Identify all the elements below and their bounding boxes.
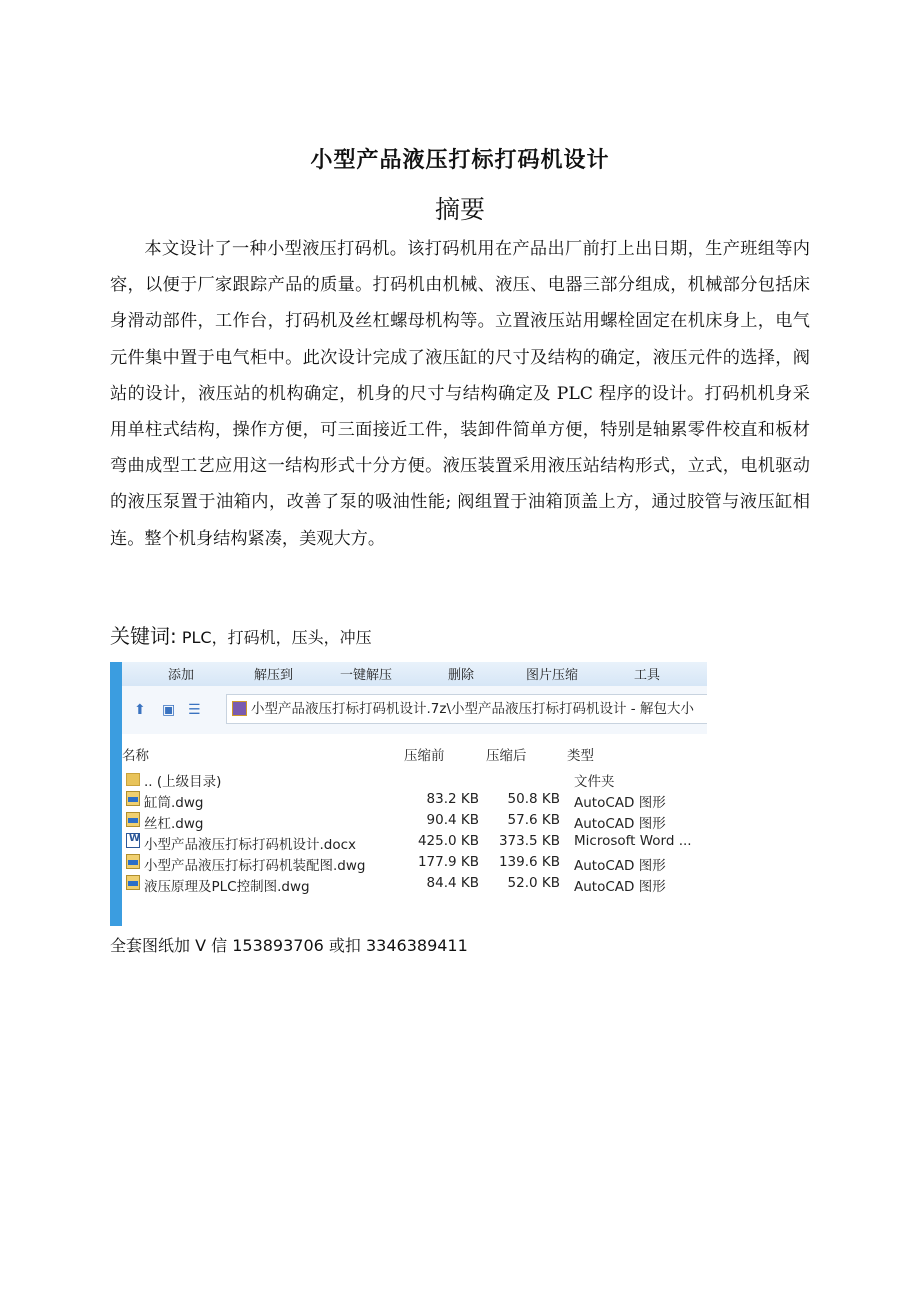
folder-icon	[126, 773, 140, 786]
file-name: .. (上级目录)	[144, 774, 222, 790]
dwg-file-icon	[126, 812, 140, 827]
keywords-label: 关键词:	[110, 624, 177, 648]
file-row[interactable]	[122, 873, 707, 894]
file-type: AutoCAD 图形	[574, 816, 666, 832]
list-icon[interactable]: ☰	[188, 702, 201, 718]
archive-icon	[232, 701, 247, 716]
file-size-before: 83.2 KB	[426, 791, 479, 807]
toolbar-image-compress-button[interactable]: 图片压缩	[526, 668, 579, 683]
file-row[interactable]	[122, 852, 707, 873]
column-size-after[interactable]: 压缩后	[486, 748, 527, 764]
toolbar-add-button[interactable]: 添加	[168, 668, 195, 683]
file-row[interactable]	[122, 768, 707, 789]
file-type: 文件夹	[574, 774, 615, 790]
column-name[interactable]: 名称	[122, 748, 149, 764]
dwg-file-icon	[126, 854, 140, 869]
dwg-file-icon	[126, 875, 140, 890]
file-name: 小型产品液压打标打码机设计.docx	[144, 837, 357, 853]
file-name: 液压原理及PLC控制图.dwg	[144, 879, 310, 895]
archive-screenshot	[110, 662, 707, 926]
file-size-after: 52.0 KB	[507, 875, 560, 891]
file-type: AutoCAD 图形	[574, 879, 666, 895]
keywords-line	[110, 620, 372, 649]
file-row[interactable]	[122, 789, 707, 810]
file-size-before: 177.9 KB	[417, 854, 479, 870]
column-type[interactable]: 类型	[567, 748, 594, 764]
toolbar-delete-button[interactable]: 删除	[448, 668, 475, 683]
file-name: 缸筒.dwg	[144, 795, 204, 811]
word-file-icon	[126, 833, 140, 848]
address-path: 小型产品液压打标打码机设计.7z\小型产品液压打标打码机设计 - 解包大小	[251, 701, 694, 717]
file-row[interactable]	[122, 810, 707, 831]
up-arrow-icon[interactable]: ⬆	[134, 702, 146, 718]
contact-footer: 全套图纸加 V 信 153893706 或扣 3346389411	[110, 936, 468, 955]
address-row	[122, 686, 707, 734]
keywords-text: PLC，打码机，压头，冲压	[176, 628, 372, 647]
file-size-before: 84.4 KB	[426, 875, 479, 891]
window-edge	[110, 662, 122, 926]
file-size-after: 50.8 KB	[507, 791, 560, 807]
document-title: 小型产品液压打标打码机设计	[310, 148, 610, 173]
toolbar-one-click-extract-button[interactable]: 一键解压	[340, 668, 393, 683]
file-size-before: 425.0 KB	[417, 833, 479, 849]
archive-toolbar	[122, 662, 707, 686]
file-type: AutoCAD 图形	[574, 795, 666, 811]
file-size-after: 57.6 KB	[507, 812, 560, 828]
file-size-after: 373.5 KB	[498, 833, 560, 849]
toolbar-extract-to-button[interactable]: 解压到	[254, 668, 294, 683]
abstract-heading: 摘要	[434, 195, 485, 224]
dwg-file-icon	[126, 791, 140, 806]
column-header	[122, 742, 707, 762]
file-type: Microsoft Word ...	[574, 833, 692, 849]
column-size-before[interactable]: 压缩前	[404, 748, 445, 764]
file-row[interactable]	[122, 831, 707, 852]
file-size-before: 90.4 KB	[426, 812, 479, 828]
file-size-after: 139.6 KB	[498, 854, 560, 870]
file-type: AutoCAD 图形	[574, 858, 666, 874]
address-bar[interactable]	[226, 694, 707, 724]
abstract-paragraph: 本文设计了一种小型液压打码机。该打码机用在产品出厂前打上出日期，生产班组等内容，以便于厂家跟踪产品的质量。打码机由机械、液压、电器三部分组成，机械部分包括床身滑动部件，工作台，打码机及丝杠螺母机构等。立置液压站用螺栓固定在机床身上，电气元件集中置于电气柜中。此次设计完成了液压缸的尺寸及结构的确定，液压元件的选择，阀站的设计，液压站的机构确定，机身的尺寸与结构确定及 PLC 程序的设计。打码机机身采用单柱式结构，操作方便，可三面接近工件，装卸件简单方便，特别是轴累零件校直和板材弯曲成型工艺应用这一结构形式十分方便。液压装置采用液压站结构形式，立式，电机驱动的液压泵置于油箱内，改善了泵的吸油性能; 阀组置于油箱顶盖上方，通过胶管与液压缸相连。整个机身结构紧凑，美观大方。	[110, 239, 810, 549]
toolbar-tools-button[interactable]: 工具	[634, 668, 661, 683]
file-name: 小型产品液压打标打码机装配图.dwg	[144, 858, 366, 874]
view-icon[interactable]: ▣	[162, 702, 176, 718]
file-name: 丝杠.dwg	[144, 816, 204, 832]
